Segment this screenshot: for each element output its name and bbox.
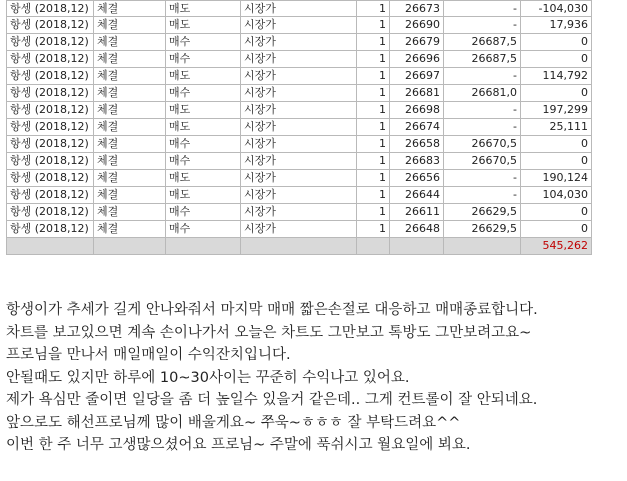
trade-fill-price: -	[444, 170, 521, 187]
trade-status: 체결	[94, 204, 166, 221]
trade-name: 항셍 (2018,12)	[7, 68, 94, 85]
trade-side: 매수	[166, 51, 241, 68]
trade-order-type: 시장가	[241, 221, 357, 238]
trade-qty: 1	[357, 187, 390, 204]
trade-order-type: 시장가	[241, 119, 357, 136]
trade-pnl: 0	[521, 34, 592, 51]
table-row[interactable]	[7, 51, 592, 68]
trade-side: 매도	[166, 119, 241, 136]
trade-pnl: 25,111	[521, 119, 592, 136]
trade-price: 26679	[390, 34, 444, 51]
trade-status: 체결	[94, 85, 166, 102]
table-row[interactable]	[7, 136, 592, 153]
trade-name: 항셍 (2018,12)	[7, 17, 94, 34]
trade-side: 매수	[166, 85, 241, 102]
trade-table-body	[7, 1, 592, 255]
trade-qty: 1	[357, 1, 390, 17]
trade-pnl: -104,030	[521, 1, 592, 17]
trade-pnl: 190,124	[521, 170, 592, 187]
trade-pnl: 114,792	[521, 68, 592, 85]
trade-status: 체결	[94, 102, 166, 119]
trade-qty: 1	[357, 204, 390, 221]
trade-order-type: 시장가	[241, 1, 357, 17]
trade-price: 26674	[390, 119, 444, 136]
trade-qty: 1	[357, 170, 390, 187]
post-line: 앞으로도 해선프로님께 많이 배울게요~ 쭈욱~ㅎㅎㅎ 잘 부탁드려요^^	[6, 414, 461, 431]
table-row[interactable]	[7, 170, 592, 187]
trade-status: 체결	[94, 187, 166, 204]
trade-name: 항셍 (2018,12)	[7, 204, 94, 221]
trade-price: 26698	[390, 102, 444, 119]
trade-price: 26644	[390, 187, 444, 204]
trade-name: 항셍 (2018,12)	[7, 51, 94, 68]
trade-side: 매도	[166, 17, 241, 34]
trade-price: 26611	[390, 204, 444, 221]
table-row[interactable]	[7, 34, 592, 51]
trade-name: 항셍 (2018,12)	[7, 1, 94, 17]
trade-price: 26658	[390, 136, 444, 153]
trade-history-grid	[6, 0, 588, 278]
trade-order-type: 시장가	[241, 85, 357, 102]
trade-table	[6, 0, 592, 255]
trade-fill-price: -	[444, 119, 521, 136]
post-line: 항생이가 추세가 길게 안나와줘서 마지막 매매 짧은손절로 대응하고 매매종료합니다.	[6, 302, 538, 318]
trade-status: 체결	[94, 221, 166, 238]
trade-side: 매도	[166, 68, 241, 85]
trade-order-type: 시장가	[241, 68, 357, 85]
trade-fill-price: -	[444, 1, 521, 17]
post-line: 프로님을 만나서 매일매일이 수익잔치입니다.	[6, 347, 291, 363]
trade-qty: 1	[357, 68, 390, 85]
trade-order-type: 시장가	[241, 51, 357, 68]
trade-pnl: 0	[521, 51, 592, 68]
total-cell-blank	[390, 238, 444, 255]
table-row[interactable]	[7, 17, 592, 34]
trade-order-type: 시장가	[241, 17, 357, 34]
trade-status: 체결	[94, 1, 166, 17]
trade-side: 매수	[166, 34, 241, 51]
trade-side: 매수	[166, 204, 241, 221]
trade-name: 항셍 (2018,12)	[7, 34, 94, 51]
trade-name: 항셍 (2018,12)	[7, 153, 94, 170]
table-row[interactable]	[7, 68, 592, 85]
trade-qty: 1	[357, 153, 390, 170]
trade-side: 매도	[166, 187, 241, 204]
trade-price: 26683	[390, 153, 444, 170]
table-row[interactable]	[7, 221, 592, 238]
total-cell-blank	[94, 238, 166, 255]
trade-qty: 1	[357, 51, 390, 68]
trade-pnl: 0	[521, 221, 592, 238]
trade-fill-price: -	[444, 187, 521, 204]
trade-price: 26673	[390, 1, 444, 17]
trade-qty: 1	[357, 17, 390, 34]
post-line: 이번 한 주 너무 고생많으셨어요 프로님~ 주말에 푹쉬시고 월요일에 뵈요.	[6, 437, 471, 453]
trade-price: 26696	[390, 51, 444, 68]
total-cell-blank	[357, 238, 390, 255]
trade-price: 26656	[390, 170, 444, 187]
trade-price: 26697	[390, 68, 444, 85]
post-line: 차트를 보고있으면 계속 손이나가서 오늘은 차트도 그만보고 톡방도 그만보려고요~	[6, 324, 532, 341]
total-cell-blank	[444, 238, 521, 255]
trade-pnl: 0	[521, 136, 592, 153]
table-row[interactable]	[7, 1, 592, 17]
post-line: 안될때도 있지만 하루에 10~30사이는 꾸준히 수익나고 있어요.	[6, 369, 410, 386]
trade-side: 매도	[166, 170, 241, 187]
table-row[interactable]	[7, 204, 592, 221]
trade-order-type: 시장가	[241, 153, 357, 170]
trade-qty: 1	[357, 102, 390, 119]
trade-fill-price: 26681,0	[444, 85, 521, 102]
trade-fill-price: 26629,5	[444, 204, 521, 221]
trade-status: 체결	[94, 34, 166, 51]
trade-pnl: 104,030	[521, 187, 592, 204]
post-text	[6, 299, 621, 457]
trade-status: 체결	[94, 153, 166, 170]
total-row	[7, 238, 592, 255]
trade-fill-price: -	[444, 68, 521, 85]
trade-order-type: 시장가	[241, 187, 357, 204]
trade-name: 항셍 (2018,12)	[7, 221, 94, 238]
trade-pnl: 17,936	[521, 17, 592, 34]
trade-status: 체결	[94, 51, 166, 68]
table-row[interactable]	[7, 102, 592, 119]
table-row[interactable]	[7, 85, 592, 102]
trade-order-type: 시장가	[241, 204, 357, 221]
trade-fill-price: -	[444, 17, 521, 34]
total-cell-blank	[166, 238, 241, 255]
trade-price: 26648	[390, 221, 444, 238]
trade-qty: 1	[357, 34, 390, 51]
trade-status: 체결	[94, 136, 166, 153]
trade-name: 항셍 (2018,12)	[7, 85, 94, 102]
table-row[interactable]	[7, 119, 592, 136]
trade-side: 매도	[166, 102, 241, 119]
trade-order-type: 시장가	[241, 136, 357, 153]
trade-pnl: 0	[521, 85, 592, 102]
trade-pnl: 0	[521, 153, 592, 170]
trade-name: 항셍 (2018,12)	[7, 119, 94, 136]
trade-fill-price: 26629,5	[444, 221, 521, 238]
table-row[interactable]	[7, 187, 592, 204]
trade-name: 항셍 (2018,12)	[7, 136, 94, 153]
trade-pnl: 0	[521, 204, 592, 221]
trade-qty: 1	[357, 136, 390, 153]
total-cell-blank	[241, 238, 357, 255]
trade-fill-price: 26687,5	[444, 34, 521, 51]
trade-fill-price: 26670,5	[444, 136, 521, 153]
trade-order-type: 시장가	[241, 170, 357, 187]
trade-fill-price: -	[444, 102, 521, 119]
trade-status: 체결	[94, 170, 166, 187]
trade-qty: 1	[357, 119, 390, 136]
total-cell-blank	[7, 238, 94, 255]
trade-order-type: 시장가	[241, 34, 357, 51]
trade-fill-price: 26670,5	[444, 153, 521, 170]
trade-price: 26690	[390, 17, 444, 34]
total-pnl: 545,262	[521, 238, 592, 255]
trade-order-type: 시장가	[241, 102, 357, 119]
trade-status: 체결	[94, 119, 166, 136]
trade-name: 항셍 (2018,12)	[7, 102, 94, 119]
table-row[interactable]	[7, 153, 592, 170]
trade-qty: 1	[357, 85, 390, 102]
trade-status: 체결	[94, 17, 166, 34]
trade-name: 항셍 (2018,12)	[7, 187, 94, 204]
trade-side: 매수	[166, 153, 241, 170]
trade-name: 항셍 (2018,12)	[7, 170, 94, 187]
trade-side: 매수	[166, 136, 241, 153]
trade-fill-price: 26687,5	[444, 51, 521, 68]
trade-side: 매도	[166, 1, 241, 17]
trade-status: 체결	[94, 68, 166, 85]
trade-side: 매수	[166, 221, 241, 238]
trade-qty: 1	[357, 221, 390, 238]
post-line: 제가 욕심만 줄이면 일당을 좀 더 높일수 있을거 같은데.. 그게 컨트롤이 잘 안되네요.	[6, 392, 538, 408]
trade-pnl: 197,299	[521, 102, 592, 119]
trade-price: 26681	[390, 85, 444, 102]
